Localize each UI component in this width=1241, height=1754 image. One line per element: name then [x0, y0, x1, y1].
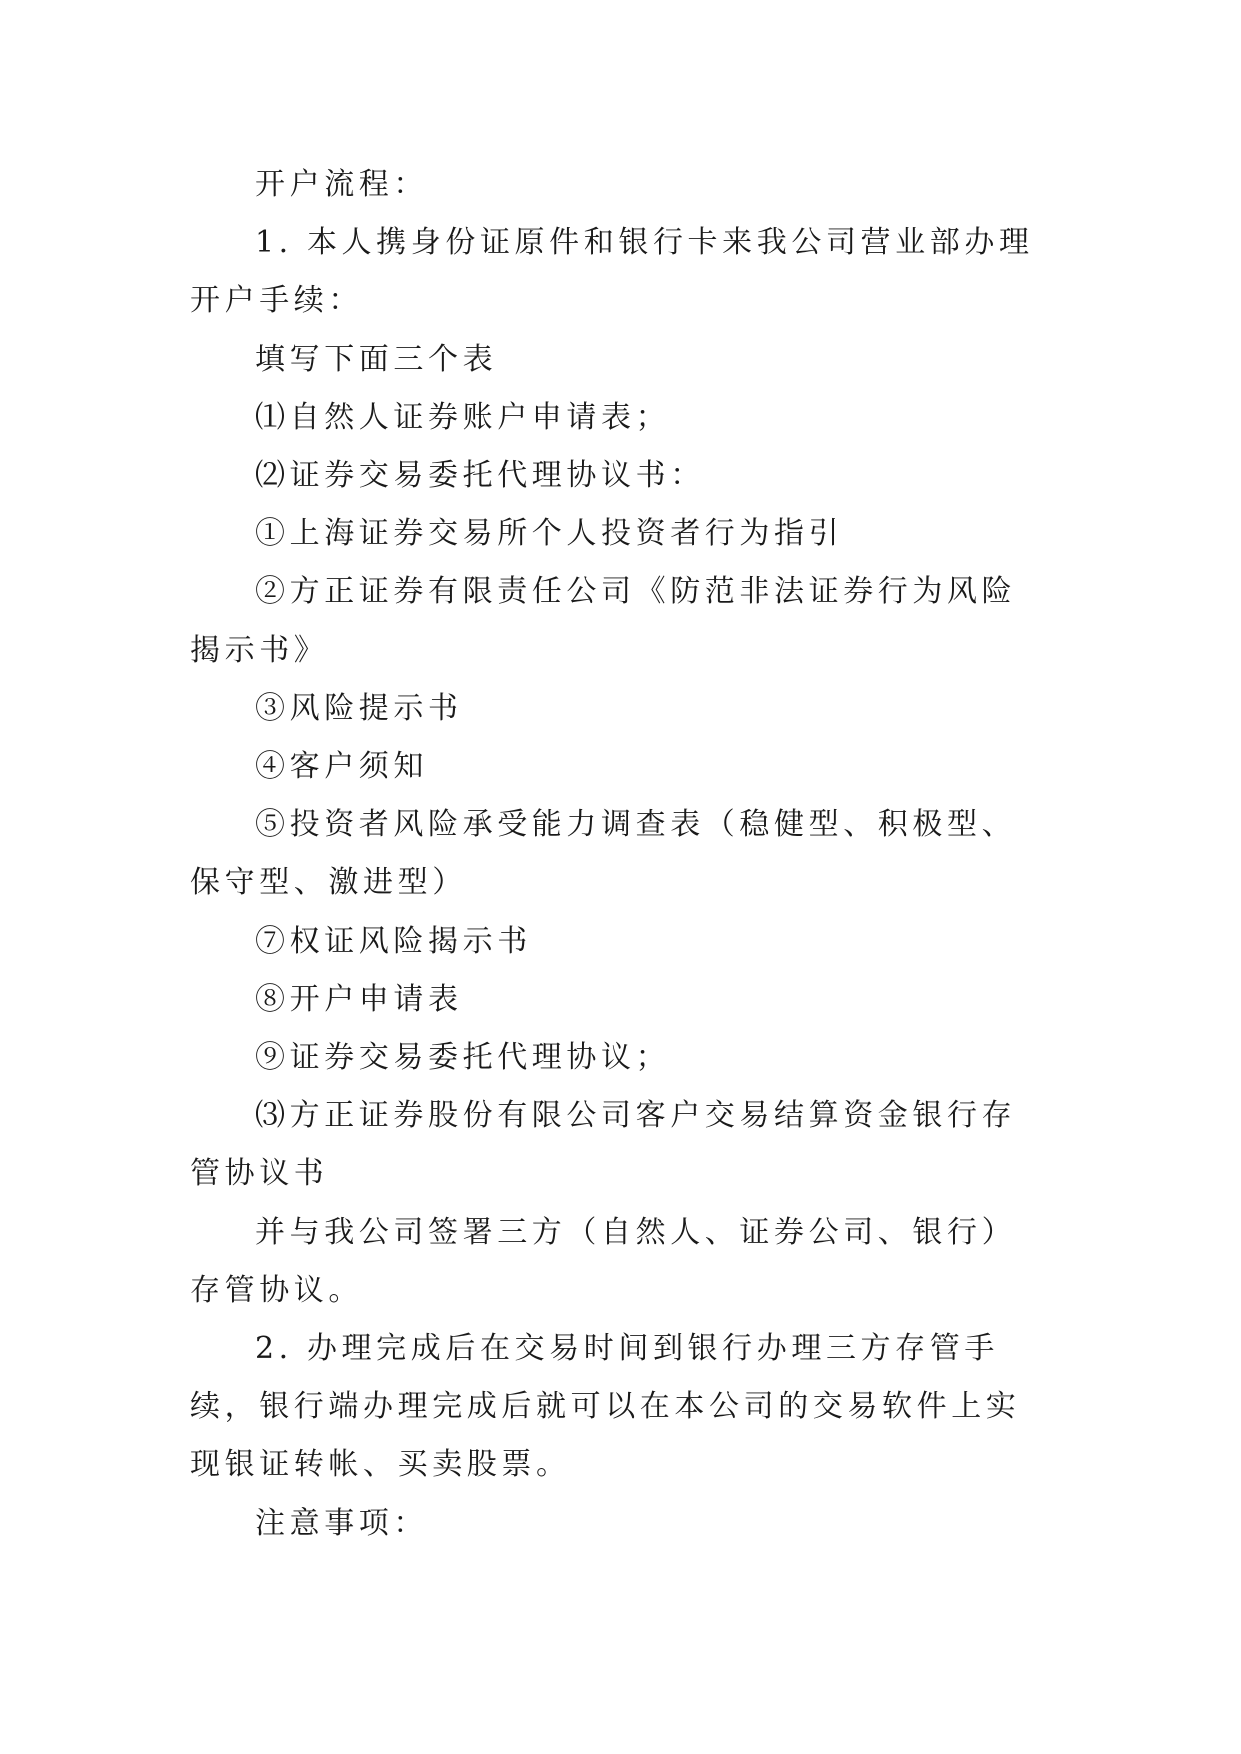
- sub-item-5: ⑤投资者风险承受能力调查表（稳健型、积极型、保守型、激进型）: [190, 807, 1017, 901]
- sub-item-8: ⑧开户申请表: [255, 981, 463, 1017]
- sub-item-9: ⑨证券交易委托代理协议；: [255, 1040, 671, 1076]
- step-2-paragraph: 2. 办理完成后在交易时间到银行办理三方存管手续，银行端办理完成后就可以在本公司的交易软件上实现银证转帐、买卖股票。: [190, 1331, 1021, 1483]
- tripartite-agreement-paragraph: 并与我公司签署三方（自然人、证券公司、银行）存管协议。: [190, 1214, 1017, 1308]
- sub-item-4: ④客户须知: [255, 749, 428, 785]
- heading-notes: 注意事项：: [255, 1505, 428, 1541]
- form-item-1: ⑴自然人证券账户申请表；: [255, 399, 671, 435]
- form-item-3: ⑶方正证券股份有限公司客户交易结算资金银行存管协议书: [190, 1098, 1017, 1192]
- step-1-paragraph: 1. 本人携身份证原件和银行卡来我公司营业部办理开户手续：: [190, 225, 1034, 319]
- sub-item-2: ②方正证券有限责任公司《防范非法证券行为风险揭示书》: [190, 574, 1017, 668]
- document-body: [190, 156, 1050, 1553]
- sub-item-1: ①上海证券交易所个人投资者行为指引: [255, 516, 844, 552]
- sub-item-7: ⑦权证风险揭示书: [255, 923, 532, 959]
- form-item-2: ⑵证券交易委托代理协议书：: [255, 458, 705, 494]
- forms-intro: 填写下面三个表: [255, 341, 498, 377]
- heading-account-process: 开户流程：: [255, 167, 428, 202]
- sub-item-3: ③风险提示书: [255, 690, 463, 726]
